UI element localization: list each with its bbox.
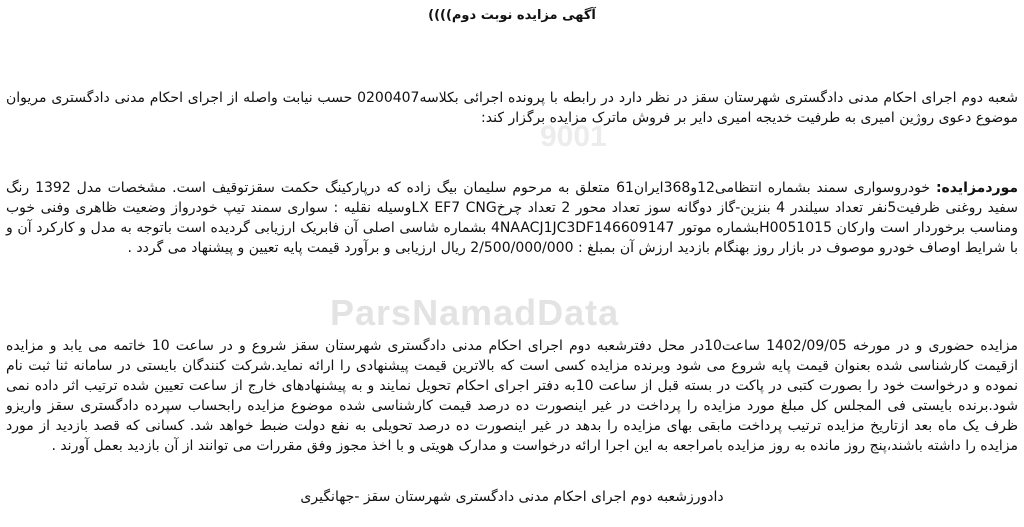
- intro-paragraph: شعبه دوم اجرای احکام مدنی دادگستری شهرستان سقز در نظر دارد در رابطه با پرونده اجرائی بکلاسه0200407 حسب نیابت واصله از اجرای احکام مدنی دادگستری مریوان موضوع دعوی روژین امیری به طرفیت خدیجه امیری دایر بر فروش ماترک مزایده برگزار کند:: [6, 90, 1019, 126]
- auction-item-text: خودروسواری سمند بشماره انتظامی12و368ایران61 متعلق به مرحوم سلیمان بیگ زاده که درپارکینگ حکمت سقزتوقیف است. مشخصات مدل 1392 رنگ سفید روغنی ظرفیت5نفر تعداد سیلندر 4 بنزین-گاز دوگانه سوز تعداد محور 2 تعداد چرخLX EF7 CNGوسیله نقلیه : سواری سمند تیپ خودرواز وضعیت ظاهری وفنی خوب ومناسب برخوردار است وارکان H0051015بشماره موتور 4NAACJ1JC3DF146609147 بشماره شاسی اصلی آن فابریک ارزیابی گردیده است باتوجه به مدل و کارکرد آن و با شرایط اوصاف خودرو موصوف در بازار روز بهنگام بازدید ارزش آن بمبلغ : 2/500/000/000 ریال ارزیابی و برآورد قیمت پایه تعیین و پیشنهاد می گردد .: [6, 180, 1019, 256]
- auction-item-label: موردمزایده:: [935, 180, 1019, 196]
- notice-title: آگهی مزایده نوبت دوم)))): [428, 8, 596, 23]
- watermark-number: 9001: [540, 120, 607, 153]
- auction-item-paragraph: [6, 178, 1018, 258]
- watermark-brand: ParsNamadData: [330, 292, 620, 333]
- auction-terms-paragraph: مزایده حضوری و در مورخه 1402/09/05 ساعت10در محل دفترشعبه دوم اجرای احکام مدنی دادگستری شهرستان سقز شروع و در ساعت 10 خاتمه می یابد و مزایده ازقیمت کارشناسی شده بعنوان قیمت پایه شروع می شود وبرنده مزایده کسی است که بالاترین قیمت پیشنهادی را ارائه نماید.شرکت کنندگان بایستی در سامانه ثنا ثبت نام نموده و درخواست خود را بصورت کتبی در پاکت در بسته قبل از ساعت 10به دفتر اجرای احکام تحویل نمایند و به پیشنهادهای خارج از ساعت تعیین شده ترتیب اثر داده نمی شود.برنده بایستی فی المجلس کل مبلغ مورد مزایده را پرداخت در غیر اینصورت ده درصد قیمت کارشناسی شده موضوع مزایده رابحساب سپرده دادگستری سقز واریزو ظرف یک ماه بعد ازتاریخ مزایده ترتیب پرداخت مابقی بهای مزایده را بدهد در غیر اینصورت ده درصد تحویلی به نفع دولت ضبط خواهد شد. کسانی که قصد بازدید از مورد مزایده را داشته باشند،پنج روز مانده به روز مزایده بامراجعه به این اجرا ارائه درخواست و مدارک هویتی و با اخذ مجوز وفق مقررات می توانند از آن بازدید بعمل آورند .: [6, 338, 1018, 454]
- signature-line: دادورزشعبه دوم اجرای احکام مدنی دادگستری شهرستان سقز -جهانگیری: [300, 489, 724, 505]
